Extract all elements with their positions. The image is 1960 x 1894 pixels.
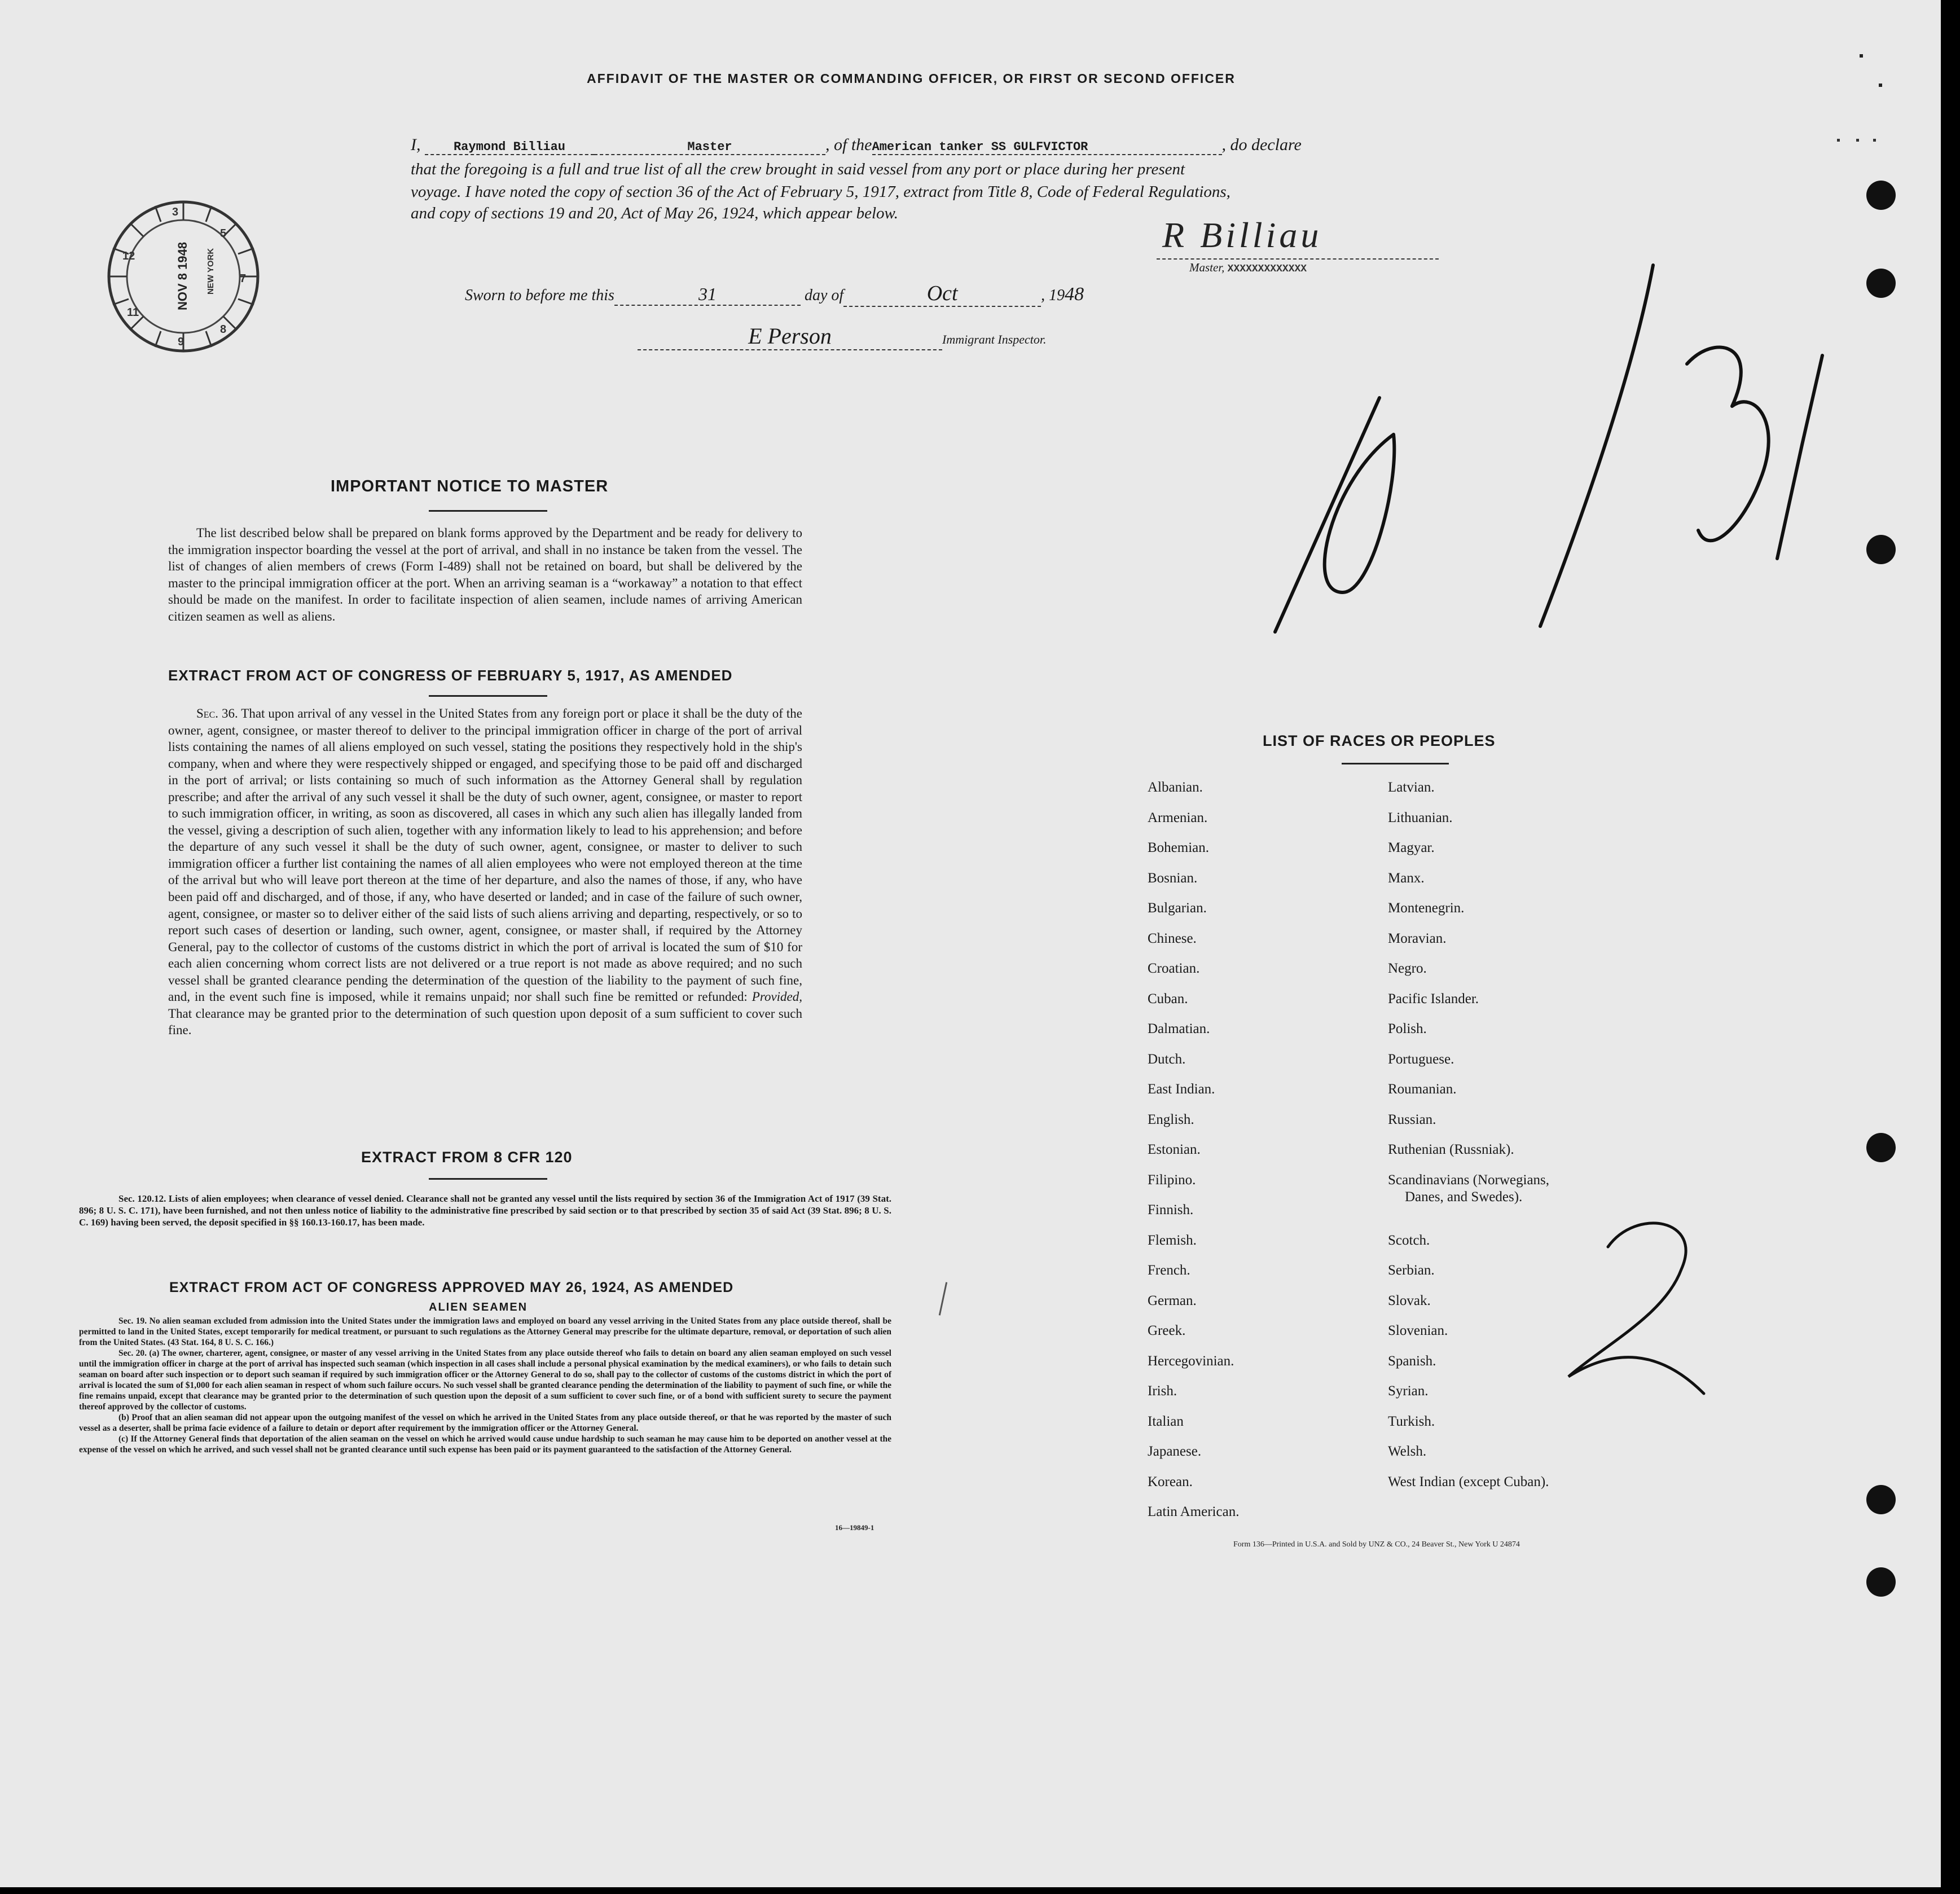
notice-title-rule xyxy=(429,510,547,512)
race-item: Greek. xyxy=(1148,1323,1186,1338)
race-item: Magyar. xyxy=(1388,840,1435,855)
svg-text:5: 5 xyxy=(220,227,227,240)
punch-hole xyxy=(1866,535,1896,564)
rank-field: Master xyxy=(594,140,825,155)
scan-speck xyxy=(1860,54,1863,58)
svg-text:7: 7 xyxy=(240,273,247,285)
stray-mark xyxy=(939,1282,947,1315)
race-item: Chinese. xyxy=(1148,930,1197,946)
inspector-line xyxy=(638,323,1047,350)
race-item: Albanian. xyxy=(1148,780,1203,795)
race-item: Polish. xyxy=(1388,1021,1427,1036)
punch-hole xyxy=(1866,1133,1896,1162)
race-item: Spanish. xyxy=(1388,1353,1436,1369)
race-item: Syrian. xyxy=(1388,1383,1429,1399)
race-item: Lithuanian. xyxy=(1388,810,1453,825)
year-prefix: , 19 xyxy=(1041,287,1065,304)
stamp-date: NOV 8 1948 xyxy=(175,241,190,310)
sec-36-label: Sec. 36. xyxy=(196,706,238,720)
sec-20b-text: (b) Proof that an alien seaman did not appear upon the outgoing manifest of the vessel on which he arrived in the United States from any place outside thereof, or that he was reported by the master of such vessel as a deserter, shall be prima facie evidence of a failure to detain or deport after requirement by the immigration officer or the Attorney General. xyxy=(79,1413,891,1433)
race-item: Cuban. xyxy=(1148,991,1188,1007)
race-item: Scotch. xyxy=(1388,1232,1430,1248)
affidavit-line-1 xyxy=(411,135,1302,155)
month-field: Oct xyxy=(843,281,1041,307)
race-item: Dalmatian. xyxy=(1148,1021,1210,1036)
scan-speck xyxy=(1837,139,1840,142)
extract-1924-title: EXTRACT FROM ACT OF CONGRESS APPROVED MAY 26, 1924, AS AMENDED xyxy=(169,1280,734,1295)
inspector-label: Immigrant Inspector. xyxy=(942,332,1047,346)
race-item: Irish. xyxy=(1148,1383,1177,1399)
scan-speck xyxy=(1873,139,1876,142)
extract-cfr-title: EXTRACT FROM 8 CFR 120 xyxy=(361,1149,573,1166)
extract-1917-body xyxy=(168,705,802,1039)
race-item: Hercegovinian. xyxy=(1148,1353,1234,1369)
race-item: Pacific Islander. xyxy=(1388,991,1479,1007)
svg-text:9: 9 xyxy=(178,336,184,348)
race-item: Latin American. xyxy=(1148,1504,1240,1519)
race-item: Russian. xyxy=(1388,1111,1436,1127)
scan-edge-bottom xyxy=(0,1887,1960,1894)
race-item: Danes, and Swedes). xyxy=(1405,1189,1523,1205)
sworn-line xyxy=(465,281,1084,307)
scan-edge-right xyxy=(1941,0,1960,1894)
race-item: Flemish. xyxy=(1148,1232,1197,1248)
do-declare-label: , do declare xyxy=(1221,135,1302,154)
handwritten-date-text xyxy=(1354,395,1355,396)
punch-hole xyxy=(1866,1485,1896,1514)
year-field: 48 xyxy=(1065,284,1084,305)
master-label: Master, xyxy=(1189,261,1225,274)
sec-20a-text: Sec. 20. (a) The owner, charterer, agent, consignee, or master of any vessel arriving in the United States from any place outside thereof who fails to detain on board any alien seaman employed on such vessel until the immigration officer in charge at the port of arrival has inspected such seaman (which inspection in all cases shall include a personal physical examination by the medical examiners), or who fails to detain such seaman on board after such inspection or to deport such seaman if required by such immigration officer or the Attorney General to do so, shall pay to the collector of customs of the customs district in which the port of arrival is located the sum of $1,000 for each alien seaman in respect of whom such failure occurs. No such vessel shall be granted clearance pending the determination of the liability to payment of such fine, or while the fine remains unpaid, except that clearance may be granted prior to the determination of such question upon the deposit of a sum sufficient to cover such fine, or of a bond with sufficient surety to secure the payment thereof approved by the collector of customs. xyxy=(79,1348,891,1412)
race-item: Montenegrin. xyxy=(1388,900,1465,916)
extract-cfr-body: Sec. 120.12. Lists of alien employees; when clearance of vessel denied. Clearance shall not be granted any vessel until the lists required by section 36 of the Immigration Act of 1917 (39 Stat. 896; 8 U. S. C. 171), have been furnished, and not then unless notice of liability to the administrative fine prescribed by said section or to that prescribed by section 35 of said Act (39 Stat. 896; 8 U. S. C. 169) having been served, the deposit specified in §§ 160.13-160.17, has been made. xyxy=(79,1193,891,1228)
inspector-signature: E Person xyxy=(638,323,942,350)
sec-20c-text: (c) If the Attorney General finds that deportation of the alien seaman on the vessel on which he arrived would cause undue hardship to such seaman he may cause him to be deported on another vessel at the expense of the vessel on which he arrived, and such vessel shall not be granted clearance until such expense has been paid or its payment guaranteed to the satisfaction of the Attorney General. xyxy=(79,1434,891,1454)
race-item: Serbian. xyxy=(1388,1263,1435,1278)
scan-speck xyxy=(1879,84,1882,87)
handwritten-date-mark xyxy=(1258,243,1834,649)
extract-cfr-rule xyxy=(429,1178,547,1180)
race-item: Filipino. xyxy=(1148,1172,1196,1188)
notice-body: The list described below shall be prepared on blank forms approved by the Department and be ready for delivery to the immigration inspector boarding the vessel at the port of arrival, and shall in no instance be taken from the vessel. The list of changes of alien members of crews (Form I-489) shall not be retained on board, but shall be delivered by the master to the principal immigration officer at the port. When an arriving seaman is a “workaway” a notation to that effect should be made on the manifest. In order to facilitate inspection of alien seamen, include names of arriving American citizen seamen as well as aliens. xyxy=(168,526,802,623)
affidavit-line-3: voyage. I have noted the copy of section 36 of the Act of February 5, 1917, extract from Title 8, Code of Federal Regulations, xyxy=(411,183,1231,201)
svg-text:3: 3 xyxy=(172,206,179,218)
day-field: 31 xyxy=(614,284,801,306)
race-item: Croatian. xyxy=(1148,961,1200,976)
race-item: Latvian. xyxy=(1388,780,1435,795)
race-item: Korean. xyxy=(1148,1474,1193,1489)
stamp-office: NEW YORK xyxy=(206,248,216,295)
extract-1917-title: EXTRACT FROM ACT OF CONGRESS OF FEBRUARY 5, 1917, AS AMENDED xyxy=(168,667,733,684)
sec-36-text: That upon arrival of any vessel in the United States from any foreign port or place it shall be the duty of the owner, agent, consignee, or master thereof to deliver to the principal immigration officer in charge of the port of arrival lists containing the names of all aliens employed on such vessel, stating the positions they respectively hold in the ship's company, when and where they were respectively shipped or engaged, and specifying those to be paid off and discharged in the port of arrival; or lists containing so much of such information as the Attorney General shall by regulation prescribe; and after the arrival of any such vessel it shall be the duty of such owner, agent, consignee, or master to report to such immigration officer, in writing, as soon as discovered, all cases in which any such alien has illegally landed from the vessel, giving a description of such alien, together with any information likely to lead to his apprehension; and before the departure of any such vessel it shall be the duty of such owner, agent, consignee, or master to deliver to such immigration officer a further list containing the names of all alien employees who were not employed thereon at the time of the arrival but who will leave port thereon at the time of her departure, and also the names of those, if any, who have been paid off and discharged, and of those, if any, who have deserted or landed; and in case of the failure of such owner, agent, consignee, or master so to deliver either of the said lists of such aliens arriving and departing, respectively, or so to report such cases of desertion or landing, such owner, agent, consignee, or master shall, if required by the Attorney General, pay to the collector of customs of the customs district in which the port of arrival is located the sum of $10 for each alien concerning whom correct lists are not delivered or a true report is not made as above required; and no such vessel shall be granted clearance pending the determination of the question of the liability to the payment of such fine, and, in the event such fine is imposed, while it remains unpaid; nor shall such fine be remitted or refunded: xyxy=(168,706,802,1004)
punch-hole xyxy=(1866,269,1896,298)
race-item: Negro. xyxy=(1388,961,1427,976)
notice-title: IMPORTANT NOTICE TO MASTER xyxy=(331,477,609,495)
races-right-column xyxy=(1388,780,1549,1504)
form-footer: Form 136—Printed in U.S.A. and Sold by UNZ & CO., 24 Beaver St., New York U 24874 xyxy=(1233,1540,1520,1549)
race-item: Turkish. xyxy=(1388,1413,1435,1429)
race-item: Bosnian. xyxy=(1148,870,1198,886)
svg-text:11: 11 xyxy=(127,306,139,319)
race-item: Ruthenian (Russniak). xyxy=(1388,1142,1514,1157)
race-item: Armenian. xyxy=(1148,810,1208,825)
race-item: Italian xyxy=(1148,1413,1184,1429)
date-stamp xyxy=(104,197,262,355)
affidavit-line-2: that the foregoing is a full and true list of all the crew brought in said vessel from any port or place during her present xyxy=(411,160,1185,178)
races-title-rule xyxy=(1342,763,1449,764)
races-left-column xyxy=(1148,780,1239,1535)
race-item: French. xyxy=(1148,1263,1190,1278)
race-item: Bulgarian. xyxy=(1148,900,1207,916)
affidavit-line-4: and copy of sections 19 and 20, Act of May 26, 1924, which appear below. xyxy=(411,204,898,222)
punch-hole xyxy=(1866,181,1896,210)
scan-speck xyxy=(1856,139,1859,142)
day-of-label: day of xyxy=(804,287,844,304)
of-the-label: , of the xyxy=(825,135,872,154)
race-item: Finnish. xyxy=(1148,1202,1194,1218)
extract-1924-body xyxy=(79,1316,891,1455)
races-title: LIST OF RACES OR PEOPLES xyxy=(1263,732,1496,749)
sec-19-text: Sec. 19. No alien seaman excluded from admission into the United States under the immigration laws and employed on board any vessel arriving in the United States from any place outside thereof, shall be permitted to land in the United States, except temporarily for medical treatment, or pursuant to such regulations as the Attorney General may prescribe for the ultimate departure, removal, or deportation of such alien from the United States. (43 Stat. 164, 8 U. S. C. 166.) xyxy=(79,1316,891,1347)
sworn-label: Sworn to before me this xyxy=(465,287,614,304)
vessel-field: American tanker SS GULFVICTOR xyxy=(872,140,1222,155)
race-item: Dutch. xyxy=(1148,1051,1186,1067)
master-name-field: Raymond Billiau xyxy=(425,140,594,155)
race-item: Bohemian. xyxy=(1148,840,1210,855)
svg-text:12: 12 xyxy=(122,250,135,262)
race-item: Welsh. xyxy=(1388,1444,1427,1459)
race-item: Scandinavians (Norwegians, xyxy=(1388,1172,1550,1188)
race-item: Slovak. xyxy=(1388,1293,1431,1308)
race-item: Moravian. xyxy=(1388,930,1447,946)
race-item: Japanese. xyxy=(1148,1444,1202,1459)
affidavit-heading: AFFIDAVIT OF THE MASTER OR COMMANDING OFFICER, OR FIRST OR SECOND OFFICER xyxy=(587,71,1236,86)
handwritten-page-number xyxy=(1563,1207,1709,1399)
race-item: Portuguese. xyxy=(1388,1051,1454,1067)
race-item: Manx. xyxy=(1388,870,1425,886)
race-item: Roumanian. xyxy=(1388,1082,1457,1097)
punch-hole xyxy=(1866,1567,1896,1597)
proviso-text: That clearance may be granted prior to the determination of such question upon deposit of a sum sufficient to cover such fine. xyxy=(168,1006,802,1038)
struck-title: XXXXXXXXXXXXX xyxy=(1227,263,1307,275)
master-signature: R Billiau xyxy=(1162,215,1322,255)
race-item: English. xyxy=(1148,1111,1194,1127)
print-code: 16—19849-1 xyxy=(835,1523,874,1532)
svg-text:8: 8 xyxy=(220,323,227,336)
extract-1917-rule xyxy=(429,695,547,697)
race-item: East Indian. xyxy=(1148,1082,1215,1097)
i-label: I, xyxy=(411,135,421,154)
race-item: German. xyxy=(1148,1293,1197,1308)
race-item: Estonian. xyxy=(1148,1142,1201,1157)
race-item: Slovenian. xyxy=(1388,1323,1448,1338)
extract-1924-subtitle: ALIEN SEAMEN xyxy=(429,1301,528,1313)
proviso-label: Provided, xyxy=(752,990,803,1004)
race-item: West Indian (except Cuban). xyxy=(1388,1474,1549,1489)
